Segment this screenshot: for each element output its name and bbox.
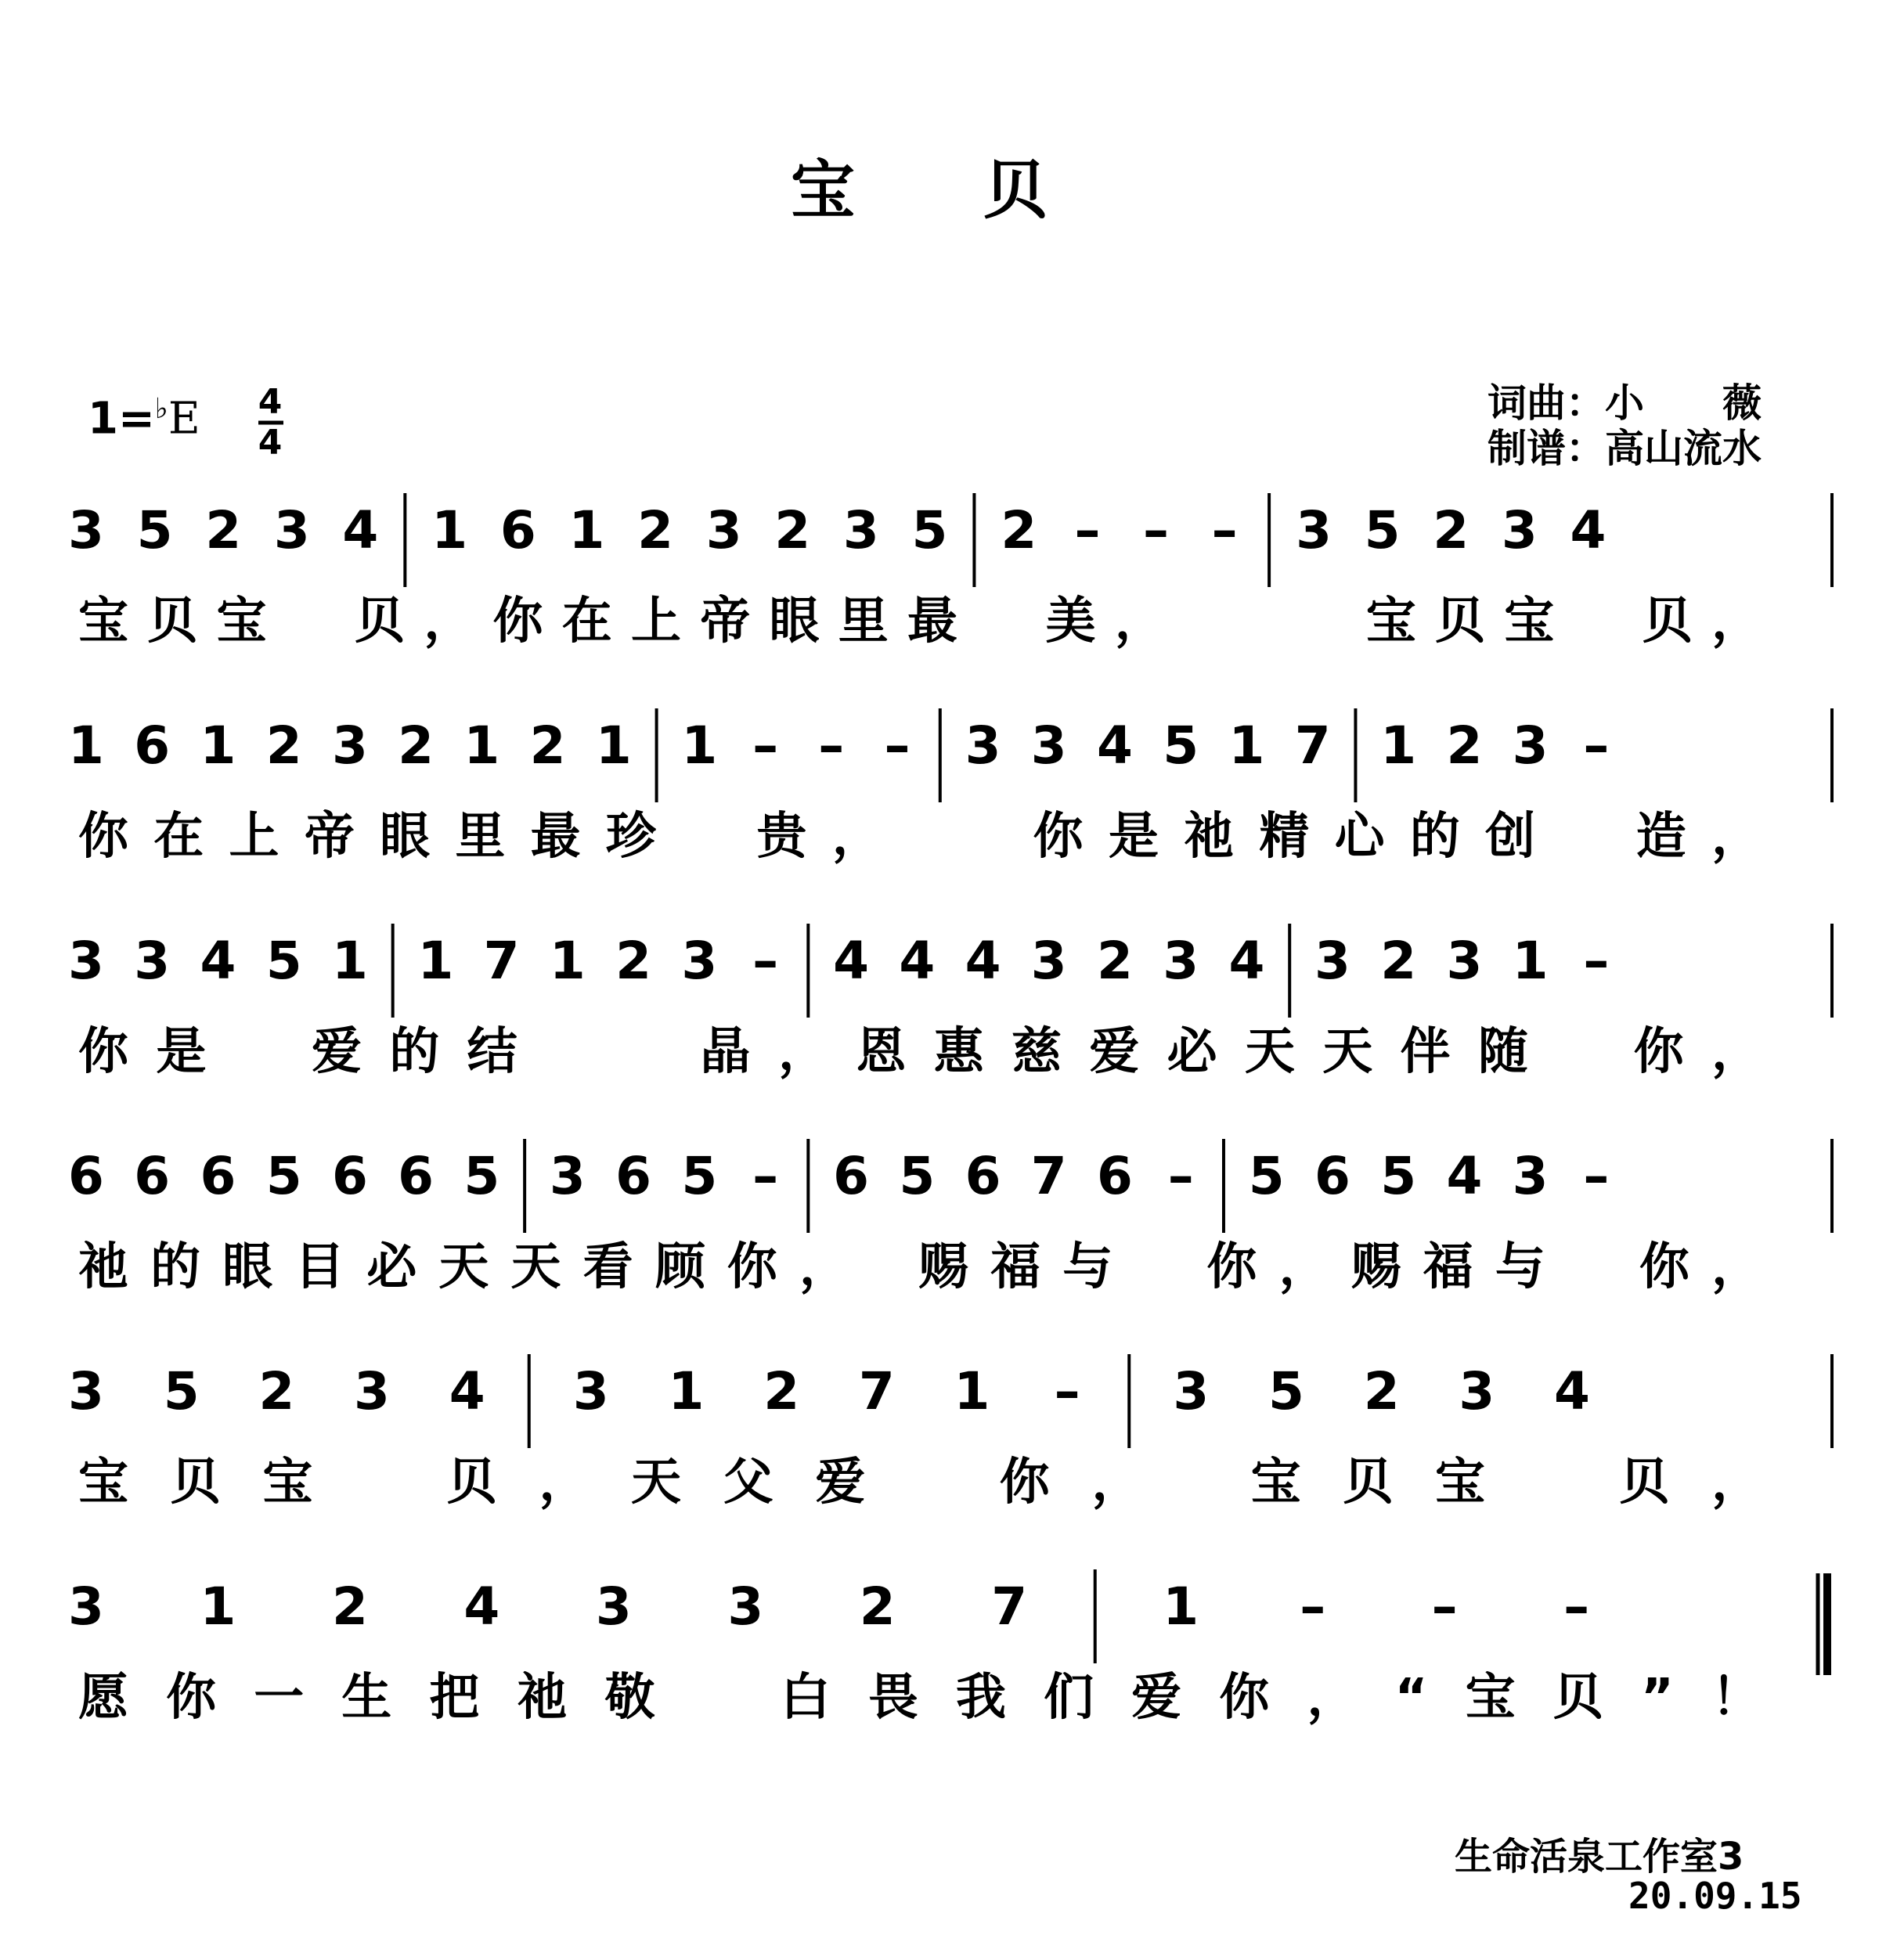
- note: 3: [549, 1146, 586, 1206]
- note: 6: [615, 1146, 652, 1206]
- note: 2: [1380, 931, 1417, 991]
- music-system: [68, 1569, 1762, 1727]
- note: 5: [899, 1146, 936, 1206]
- note: –: [1431, 1576, 1458, 1637]
- note: 3: [134, 931, 171, 991]
- note: 1: [954, 1361, 990, 1421]
- note: 4: [1228, 931, 1265, 991]
- note: –: [1300, 1576, 1326, 1637]
- note: 5: [136, 500, 173, 560]
- music-system: [68, 708, 1832, 866]
- time-signature-bottom: 4: [258, 423, 283, 463]
- note: 7: [483, 931, 520, 991]
- note: 2: [774, 500, 811, 560]
- note: 2: [1446, 715, 1483, 776]
- note: 4: [342, 500, 379, 560]
- note: 1: [200, 1576, 236, 1637]
- music-system: [68, 1354, 1832, 1511]
- note: –: [1583, 715, 1610, 776]
- note: 6: [1097, 1146, 1133, 1206]
- note: –: [1074, 500, 1101, 560]
- note: 2: [615, 931, 652, 991]
- note: 6: [499, 500, 536, 560]
- note: 6: [833, 1146, 870, 1206]
- note: 3: [572, 1361, 609, 1421]
- note: 1: [595, 715, 632, 776]
- arranger-credit: 制谱：高山流水: [1488, 426, 1762, 471]
- note: –: [1211, 500, 1238, 560]
- note: 2: [529, 715, 566, 776]
- composer-credit: 词曲：小 薇: [1488, 380, 1762, 426]
- lyrics-line: 宝贝宝 贝，天父爱 你， 宝贝宝 贝，: [78, 1454, 1762, 1511]
- note: 1: [549, 931, 586, 991]
- note: 5: [1248, 1146, 1285, 1206]
- note: 1: [1512, 931, 1549, 991]
- music-system: [68, 1139, 1832, 1296]
- note: 4: [1554, 1361, 1590, 1421]
- note: 6: [134, 1146, 171, 1206]
- lyrics-line: 你是 爱的结 晶，恩惠慈爱必天天伴随 你，: [78, 1023, 1762, 1081]
- song-title: 宝 贝: [791, 153, 1048, 228]
- note: 6: [398, 1146, 435, 1206]
- note: 1: [417, 931, 454, 991]
- note: 5: [265, 931, 302, 991]
- lyrics-line: 宝贝宝 贝，你在上帝眼里最 美， 宝贝宝 贝，: [78, 593, 1762, 650]
- note: 4: [1446, 1146, 1483, 1206]
- note: 6: [134, 715, 171, 776]
- note: 3: [331, 715, 368, 776]
- note: 3: [842, 500, 879, 560]
- note: 3: [273, 500, 310, 560]
- note: 4: [463, 1576, 500, 1637]
- note: 6: [1314, 1146, 1350, 1206]
- music-system: [68, 924, 1832, 1081]
- note: 3: [68, 1576, 104, 1637]
- note: 5: [1364, 500, 1401, 560]
- note: 1: [568, 500, 605, 560]
- note: 5: [681, 1146, 718, 1206]
- note: 5: [1268, 1361, 1304, 1421]
- note: 1: [200, 715, 236, 776]
- note: 3: [1030, 715, 1067, 776]
- note: 3: [1296, 500, 1332, 560]
- note: 3: [1030, 931, 1067, 991]
- note: 3: [705, 500, 742, 560]
- note: –: [884, 715, 911, 776]
- note: 1: [1163, 1576, 1199, 1637]
- arrangement-date: 20.09.15: [1628, 1875, 1802, 1917]
- note: 2: [265, 715, 302, 776]
- note: –: [1143, 500, 1170, 560]
- note: 3: [965, 715, 1001, 776]
- note: 2: [331, 1576, 368, 1637]
- note: 3: [68, 500, 104, 560]
- note: 3: [727, 1576, 764, 1637]
- note: 1: [681, 715, 718, 776]
- note: –: [818, 715, 845, 776]
- note: 5: [1163, 715, 1199, 776]
- note: 7: [858, 1361, 895, 1421]
- note: 2: [859, 1576, 896, 1637]
- key-letter: E: [168, 393, 200, 445]
- note: –: [752, 715, 779, 776]
- note: 5: [265, 1146, 302, 1206]
- note: 2: [1001, 500, 1037, 560]
- note: 3: [1163, 931, 1199, 991]
- note: 5: [911, 500, 948, 560]
- note: 4: [965, 931, 1001, 991]
- note: 3: [595, 1576, 632, 1637]
- note: 4: [1097, 715, 1133, 776]
- note: 7: [991, 1576, 1028, 1637]
- note: 1: [431, 500, 468, 560]
- note: 3: [1446, 931, 1483, 991]
- note: 3: [68, 1361, 104, 1421]
- note: 2: [763, 1361, 800, 1421]
- note: –: [752, 931, 779, 991]
- note: 4: [1570, 500, 1606, 560]
- note: –: [1583, 931, 1610, 991]
- note: –: [1583, 1146, 1610, 1206]
- note: –: [1167, 1146, 1194, 1206]
- note: 3: [354, 1361, 390, 1421]
- music-system: [68, 493, 1832, 650]
- note: 7: [1030, 1146, 1067, 1206]
- lyrics-line: 你在上帝眼里最珍 贵， 你是祂精心的创 造，: [78, 808, 1762, 866]
- lyrics-line: 愿你一生把祂敬 白畏我们爱你，“宝贝”！: [78, 1669, 1762, 1727]
- note: 3: [1314, 931, 1350, 991]
- note: 6: [200, 1146, 236, 1206]
- note: 2: [1097, 931, 1133, 991]
- note: 2: [205, 500, 242, 560]
- lyrics-line: 祂的眼目必天天看顾你， 赐福与 你，赐福与 你，: [78, 1238, 1762, 1296]
- note: 6: [68, 1146, 104, 1206]
- note: 4: [449, 1361, 485, 1421]
- note: –: [1563, 1576, 1590, 1637]
- note: 1: [331, 931, 368, 991]
- note: 6: [331, 1146, 368, 1206]
- note: 1: [463, 715, 500, 776]
- note: 2: [637, 500, 674, 560]
- note: 1: [1380, 715, 1417, 776]
- note: 4: [200, 931, 236, 991]
- note: 3: [1501, 500, 1538, 560]
- note: 3: [1459, 1361, 1495, 1421]
- note: 7: [1294, 715, 1331, 776]
- systems-layer: [68, 493, 1832, 1727]
- note: 4: [833, 931, 870, 991]
- note: 3: [681, 931, 718, 991]
- note: 3: [1173, 1361, 1210, 1421]
- note: –: [752, 1146, 779, 1206]
- note: 1: [1228, 715, 1265, 776]
- note: –: [1054, 1361, 1080, 1421]
- time-signature-top: 4: [258, 382, 283, 422]
- note: 5: [463, 1146, 500, 1206]
- note: 4: [899, 931, 936, 991]
- note: 3: [68, 931, 104, 991]
- flat-symbol: ♭: [154, 393, 168, 425]
- note: 3: [1512, 715, 1549, 776]
- note: 3: [1512, 1146, 1549, 1206]
- note: 2: [1363, 1361, 1400, 1421]
- key-prefix: 1=: [88, 393, 155, 445]
- note: 5: [163, 1361, 200, 1421]
- note: 5: [1380, 1146, 1417, 1206]
- note: 1: [668, 1361, 705, 1421]
- note: 6: [965, 1146, 1001, 1206]
- note: 1: [68, 715, 104, 776]
- studio-credit: 生命活泉工作室3: [1455, 1835, 1744, 1879]
- note: 2: [258, 1361, 295, 1421]
- note: 2: [398, 715, 435, 776]
- note: 2: [1433, 500, 1469, 560]
